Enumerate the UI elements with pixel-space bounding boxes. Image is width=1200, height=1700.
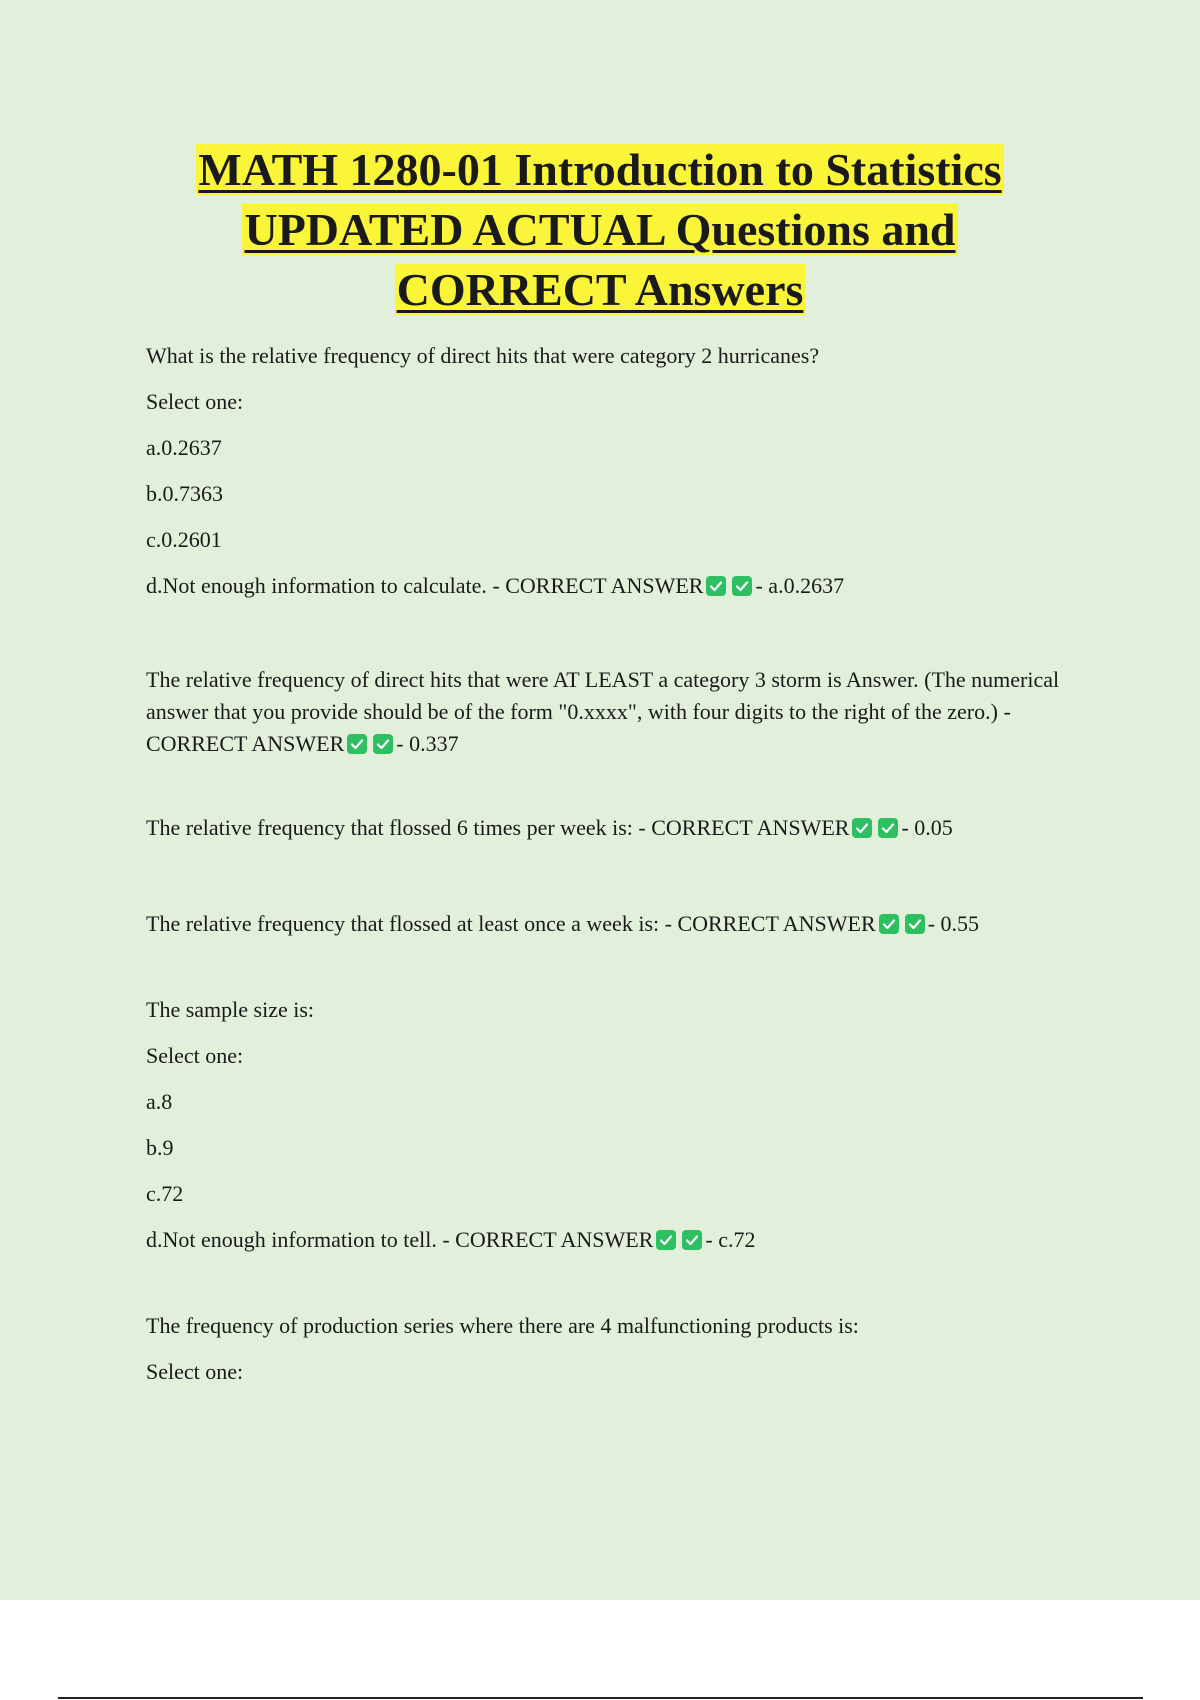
option-c: c.0.2601 [146, 527, 222, 552]
option-b: b.9 [146, 1135, 174, 1160]
answer-marker: CORRECT ANSWER [677, 911, 876, 936]
option-d-with-answer: d.Not enough information to calculate. - CORRECT ANSWER - a.0.2637 [146, 573, 845, 598]
question-text: What is the relative frequency of direct hits that were category 2 hurricanes? [146, 343, 820, 368]
question-with-answer: The relative frequency of direct hits that were AT LEAST a category 3 storm is Answer. (The numerical answer that you provide should be of the form "0.xxxx", with four digits to the right of the zero.) - CORRECT ANSWER - 0.337 [146, 667, 1060, 756]
answer-marker: CORRECT ANSWER [651, 815, 850, 840]
title-line-3: CORRECT Answers [396, 264, 804, 315]
answer-marker: CORRECT ANSWER [505, 573, 704, 598]
document-body [146, 338, 1096, 1400]
title-line-2: UPDATED ACTUAL Questions and [244, 204, 956, 255]
footer-divider [58, 1697, 1143, 1699]
option-a: a.8 [146, 1089, 173, 1114]
answer-value: - 0.55 [927, 911, 980, 936]
question-text: The frequency of production series where there are 4 malfunctioning products is: [146, 1313, 859, 1338]
answer-value: - c.72 [705, 1227, 756, 1252]
option-d-with-answer: d.Not enough information to tell. - CORRECT ANSWER - c.72 [146, 1227, 756, 1252]
check-box-icon [732, 576, 752, 596]
check-box-icon [682, 1230, 702, 1250]
check-box-icon [706, 576, 726, 596]
question-text: The sample size is: [146, 997, 315, 1022]
check-box-icon [879, 914, 899, 934]
answer-marker: CORRECT ANSWER [455, 1227, 654, 1252]
check-box-icon [852, 818, 872, 838]
answer-value: - 0.337 [396, 731, 459, 756]
select-prompt: Select one: [146, 1043, 244, 1068]
check-box-icon [878, 818, 898, 838]
check-box-icon [656, 1230, 676, 1250]
question-with-answer: The relative frequency that flossed at least once a week is: - CORRECT ANSWER - 0.55 [146, 911, 980, 936]
document-title [0, 140, 1200, 320]
check-box-icon [347, 734, 367, 754]
select-prompt: Select one: [146, 1359, 244, 1384]
option-a: a.0.2637 [146, 435, 222, 460]
question-with-answer: The relative frequency that flossed 6 times per week is: - CORRECT ANSWER - 0.05 [146, 815, 953, 840]
answer-value: - 0.05 [901, 815, 953, 840]
check-box-icon [905, 914, 925, 934]
select-prompt: Select one: [146, 389, 244, 414]
option-c: c.72 [146, 1181, 184, 1206]
answer-marker: CORRECT ANSWER [146, 731, 345, 756]
answer-value: - a.0.2637 [755, 573, 845, 598]
check-box-icon [373, 734, 393, 754]
option-b: b.0.7363 [146, 481, 223, 506]
title-line-1: MATH 1280-01 Introduction to Statistics [198, 144, 1002, 195]
